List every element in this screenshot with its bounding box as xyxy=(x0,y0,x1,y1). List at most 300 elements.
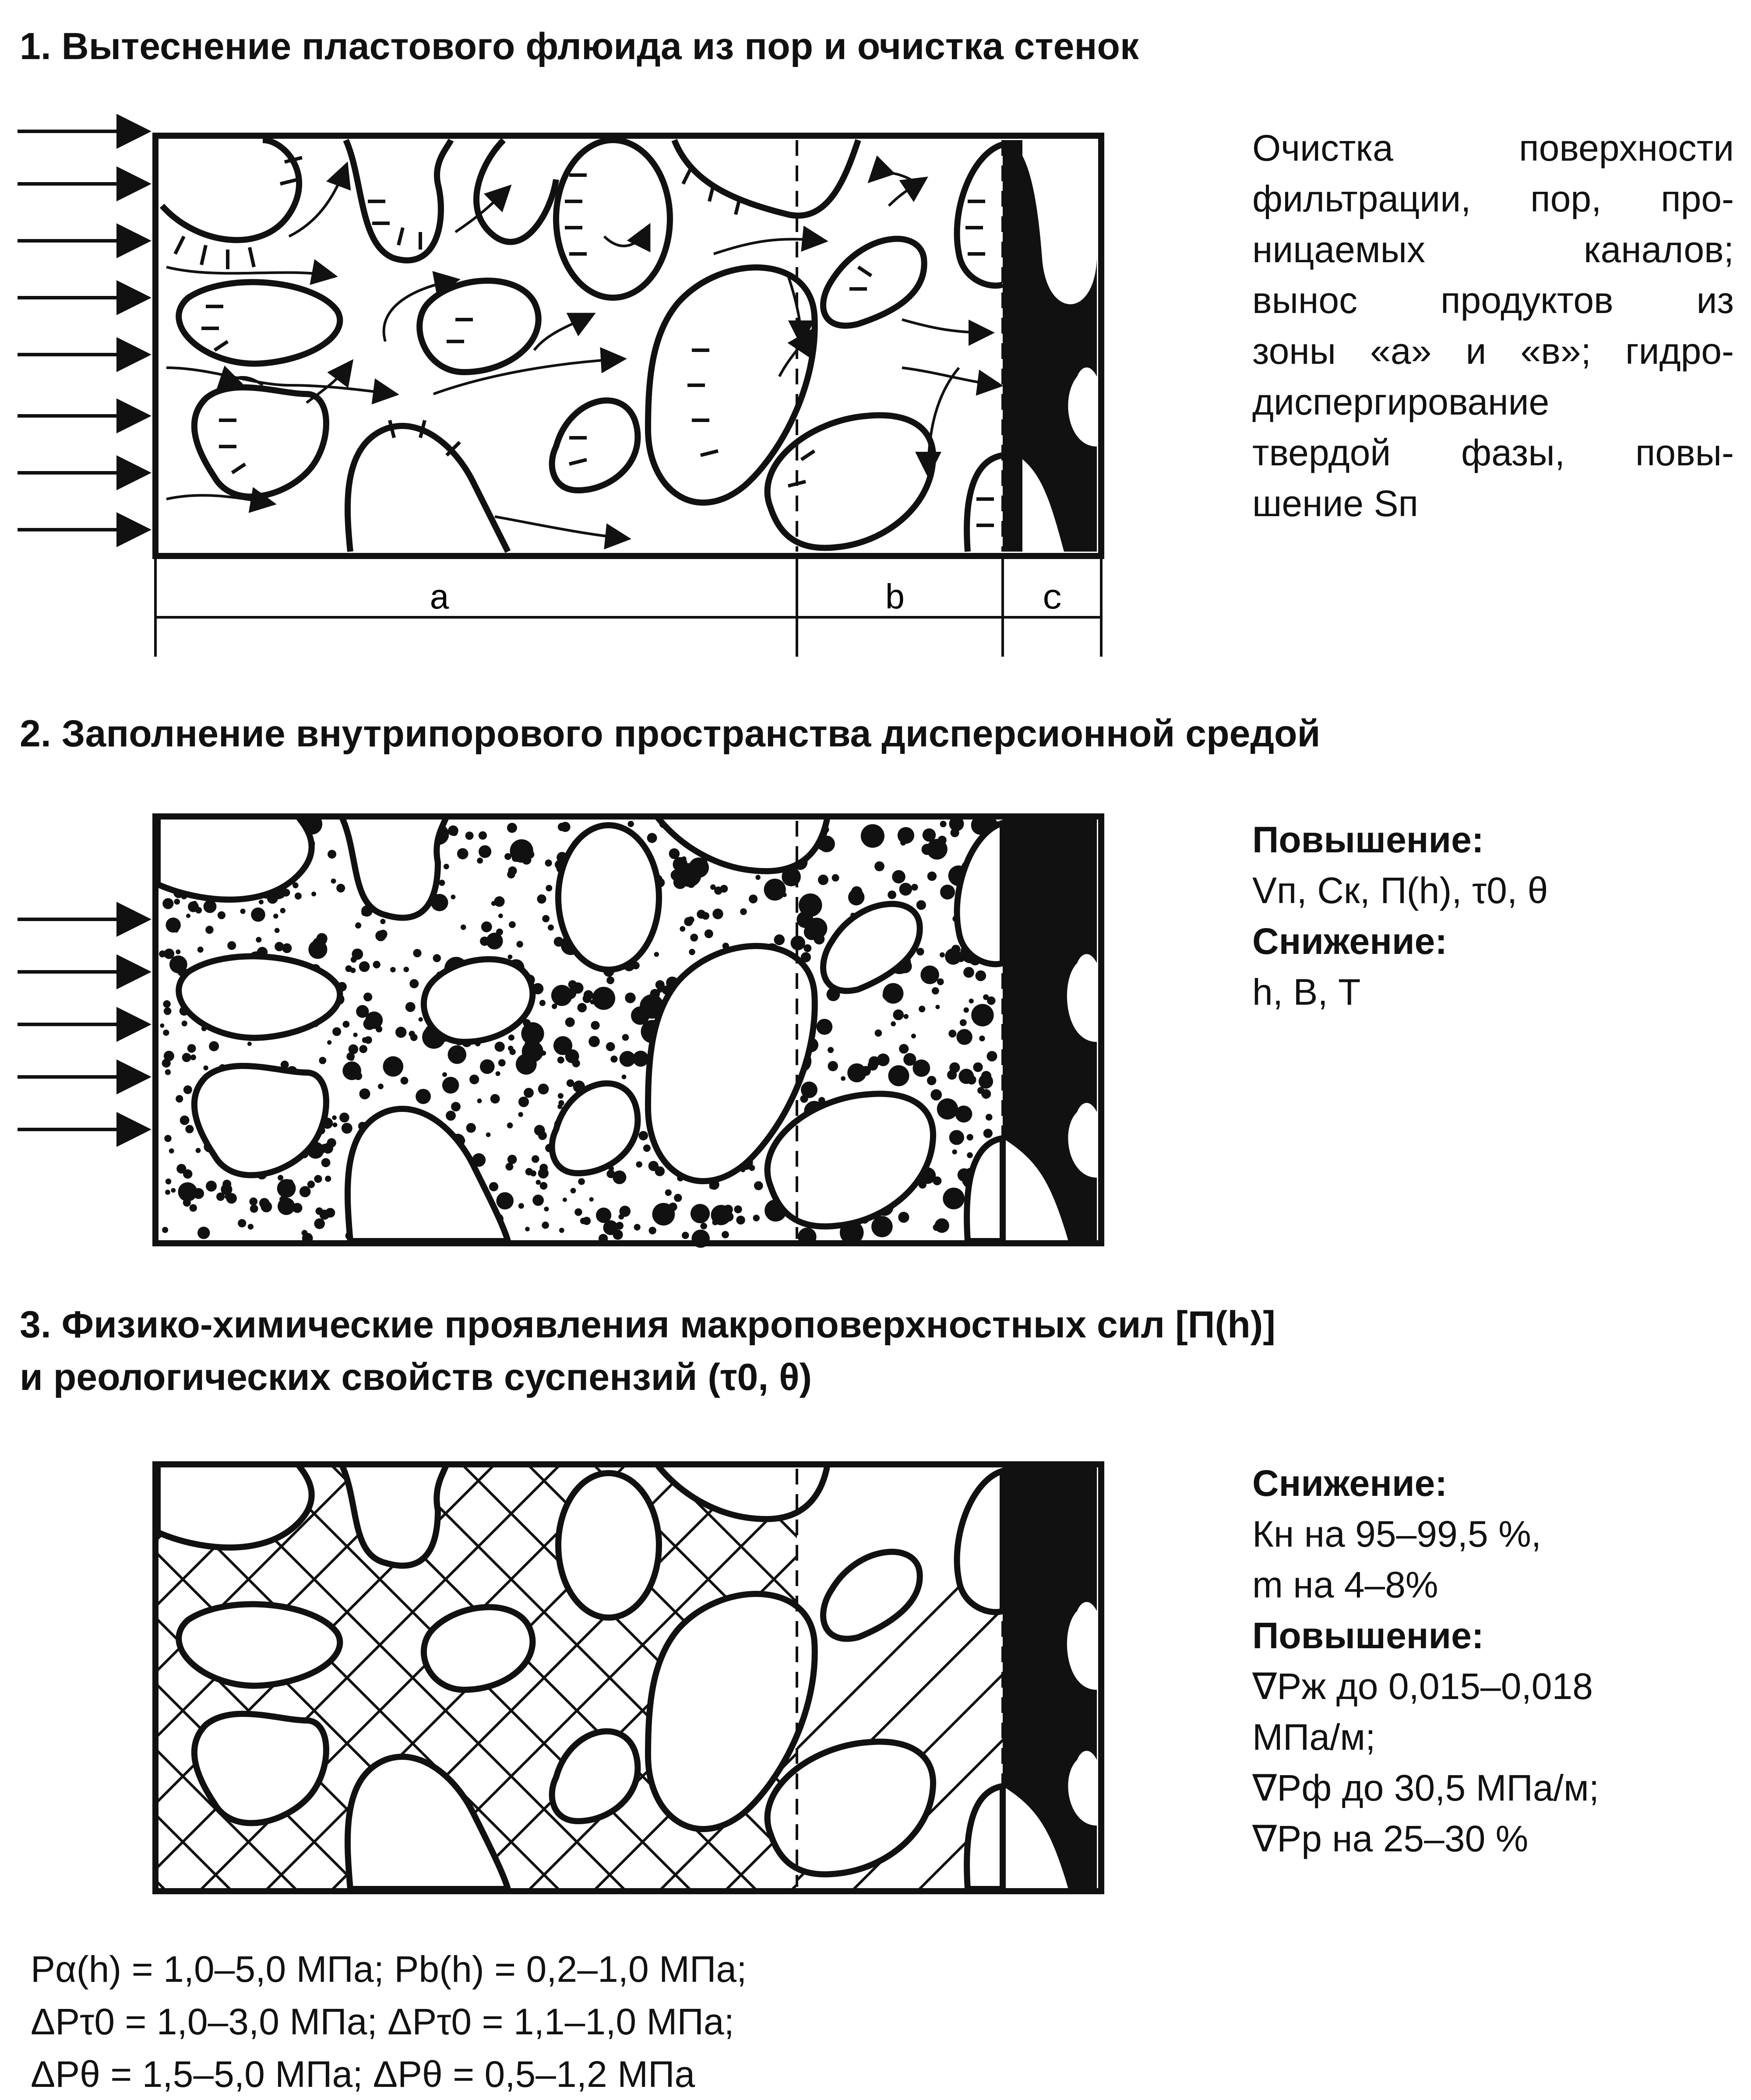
particle xyxy=(164,1135,171,1142)
particle xyxy=(446,1111,456,1121)
particle xyxy=(247,1041,252,1046)
particle xyxy=(722,1231,729,1238)
particle xyxy=(479,845,491,858)
particle xyxy=(871,1216,893,1238)
particle xyxy=(248,1224,254,1230)
particle xyxy=(203,1066,208,1070)
particle xyxy=(537,894,546,904)
particle xyxy=(589,1197,594,1202)
particle xyxy=(578,1178,585,1185)
particle xyxy=(259,900,264,904)
particle xyxy=(940,821,947,827)
wall-hatching xyxy=(175,158,994,525)
particle xyxy=(507,1122,513,1129)
increase-label: Повышение: xyxy=(1252,1615,1484,1656)
particle xyxy=(401,1077,409,1085)
particle xyxy=(697,910,705,918)
particle xyxy=(373,961,380,968)
particle xyxy=(689,949,695,955)
particle xyxy=(380,919,385,924)
decrease-items: h, В, Т xyxy=(1252,971,1361,1013)
particle xyxy=(524,1088,534,1098)
particle xyxy=(701,1223,707,1229)
particle xyxy=(278,1175,283,1181)
particle xyxy=(540,1182,548,1190)
particle xyxy=(874,862,884,872)
particle xyxy=(960,1019,967,1026)
particle xyxy=(419,1017,423,1022)
desc-line: диспергирование xyxy=(1252,381,1550,422)
particle xyxy=(439,880,445,886)
particle xyxy=(299,1186,311,1197)
hatch-line xyxy=(0,1467,164,1889)
particle xyxy=(336,884,345,893)
particle xyxy=(333,1122,338,1127)
particle xyxy=(682,1232,689,1239)
increase-line: ∇Pф до 30,5 МПа/м; xyxy=(1252,1767,1600,1808)
desc-line: вынос продуктов из xyxy=(1252,280,1734,321)
particle xyxy=(376,1026,382,1032)
particle xyxy=(736,1216,745,1224)
particle xyxy=(480,1059,495,1074)
particle xyxy=(919,1006,925,1012)
particle xyxy=(366,1025,370,1030)
particle xyxy=(952,1150,957,1154)
particle xyxy=(935,1005,940,1009)
particle xyxy=(572,982,584,994)
particle xyxy=(588,1036,600,1047)
particle xyxy=(749,894,757,903)
particle xyxy=(518,1097,529,1107)
particle xyxy=(359,1045,367,1053)
particle xyxy=(180,1115,190,1125)
particle xyxy=(616,1222,624,1230)
particle xyxy=(206,1181,217,1192)
particle xyxy=(654,952,659,957)
particle xyxy=(508,955,513,960)
particle xyxy=(364,993,369,998)
particle xyxy=(801,1082,817,1098)
particle xyxy=(332,1027,341,1036)
formula-line: ΔPτ0 = 1,0–3,0 МПа; ΔPτ0 = 1,1–1,0 МПа; xyxy=(31,2001,734,2042)
zone-label-a: a xyxy=(429,580,451,619)
particle xyxy=(832,874,839,882)
section3-title-line2: и реологических свойств суспензий (τ0, θ) xyxy=(20,1356,812,1398)
particle xyxy=(433,954,441,962)
particle xyxy=(342,1062,361,1080)
section3-description xyxy=(1252,1458,1599,1864)
particle xyxy=(165,1190,170,1195)
particle xyxy=(343,1021,350,1028)
particle xyxy=(508,1034,514,1041)
particle xyxy=(631,1006,649,1025)
particle xyxy=(567,1079,574,1087)
particle xyxy=(182,1053,191,1062)
particle xyxy=(851,886,863,897)
particle xyxy=(557,1056,564,1063)
hatch-line xyxy=(0,1467,164,1889)
particle xyxy=(625,992,635,1003)
particle xyxy=(162,1227,168,1233)
particle xyxy=(539,1000,546,1006)
filter-cake xyxy=(1003,819,1097,1241)
particle xyxy=(574,1208,582,1216)
particle xyxy=(559,1228,564,1233)
desc-line: твердой фазы, повы- xyxy=(1252,432,1734,473)
particle xyxy=(622,1034,629,1041)
particle xyxy=(516,941,523,947)
particle xyxy=(164,1007,172,1015)
particle xyxy=(507,870,515,878)
particle xyxy=(225,1194,229,1199)
particle xyxy=(649,1227,656,1234)
particle xyxy=(949,1062,960,1073)
particle xyxy=(165,1069,171,1075)
particle xyxy=(256,937,261,943)
particle xyxy=(680,926,685,932)
particle xyxy=(669,848,680,859)
particle xyxy=(532,1195,544,1206)
particle xyxy=(937,836,946,844)
particle xyxy=(967,1075,976,1084)
particle xyxy=(164,949,174,959)
particle xyxy=(916,900,926,910)
particle xyxy=(899,883,912,896)
particle xyxy=(328,850,336,858)
particle xyxy=(496,1192,514,1210)
particle xyxy=(818,875,828,885)
particle xyxy=(940,885,955,900)
particle xyxy=(185,1125,194,1133)
particle xyxy=(496,1071,500,1076)
particle xyxy=(538,1083,549,1094)
particle xyxy=(250,1205,258,1213)
section2-title: 2. Заполнение внутрипорового пространства дисперсионной средой xyxy=(20,713,1321,755)
panel3-diagram xyxy=(0,1445,1121,1909)
particle xyxy=(634,1224,641,1231)
particle xyxy=(405,1002,416,1012)
particle xyxy=(532,1155,539,1163)
particle xyxy=(888,890,896,899)
particle xyxy=(932,987,939,995)
increase-line: МПа/м; xyxy=(1252,1717,1376,1758)
particle xyxy=(538,1131,547,1140)
particle xyxy=(339,1112,349,1122)
particle xyxy=(176,950,180,954)
section2-description xyxy=(1252,814,1548,1017)
particle xyxy=(493,933,497,938)
particle xyxy=(512,855,519,862)
increase-line: ∇Pж до 0,015–0,018 xyxy=(1252,1666,1593,1707)
particle xyxy=(674,1194,682,1202)
particle xyxy=(665,1189,672,1196)
particle xyxy=(558,1093,564,1099)
particle xyxy=(162,898,173,909)
hatch-line xyxy=(0,1467,99,1889)
particle xyxy=(451,1102,461,1112)
particle xyxy=(782,893,787,897)
particle xyxy=(332,1115,337,1120)
particle xyxy=(187,1044,196,1053)
particle xyxy=(971,1004,994,1026)
particle xyxy=(712,908,723,919)
particle xyxy=(979,1035,985,1041)
particle xyxy=(563,1198,567,1202)
particle xyxy=(183,1085,192,1094)
particle xyxy=(319,936,327,944)
particle xyxy=(490,1094,500,1104)
particle xyxy=(240,909,246,914)
particle xyxy=(861,824,884,848)
particle xyxy=(166,918,181,932)
particle xyxy=(509,921,516,928)
particle xyxy=(542,915,550,922)
particle xyxy=(705,929,713,938)
particle xyxy=(321,1158,331,1167)
particle xyxy=(948,1030,956,1038)
particle xyxy=(364,1036,372,1044)
particle xyxy=(480,936,489,946)
panel1-diagram xyxy=(0,114,1121,683)
particle xyxy=(591,1021,599,1030)
inlet-arrows xyxy=(18,919,144,1129)
particle xyxy=(592,987,615,1010)
particle xyxy=(469,1075,479,1084)
section1-description xyxy=(1252,123,1734,529)
particle xyxy=(677,863,701,887)
particle xyxy=(628,821,634,827)
particle xyxy=(525,1041,532,1048)
particle xyxy=(197,946,204,953)
particle xyxy=(546,885,552,891)
particle xyxy=(448,1045,467,1064)
particle xyxy=(416,1089,431,1104)
particle xyxy=(504,853,511,860)
particle xyxy=(314,1218,325,1229)
particle xyxy=(967,1152,973,1158)
particle xyxy=(578,1003,587,1013)
particle xyxy=(174,899,180,905)
particle xyxy=(390,967,396,973)
particle xyxy=(498,914,503,918)
particle xyxy=(307,1181,315,1188)
particle xyxy=(753,1215,760,1221)
particle xyxy=(571,1188,576,1193)
particle xyxy=(280,908,285,913)
particle xyxy=(764,879,786,901)
particle xyxy=(174,928,178,932)
particle xyxy=(169,1148,174,1154)
particle xyxy=(648,1161,659,1171)
section3-title-line1: 3. Физико-химические проявления макроповерхностных сил [П(h)] xyxy=(20,1304,1276,1346)
particle xyxy=(572,1059,580,1067)
particle xyxy=(250,1197,258,1206)
particle xyxy=(277,1179,296,1198)
particle xyxy=(282,943,292,953)
particle xyxy=(209,1041,219,1051)
particle xyxy=(346,1052,355,1061)
hatch-line xyxy=(0,1467,99,1889)
particle xyxy=(545,859,552,866)
particle xyxy=(413,949,421,957)
particle xyxy=(279,1196,285,1203)
particle xyxy=(522,855,532,865)
particle xyxy=(331,879,336,884)
particle xyxy=(638,1131,648,1140)
zone-label-b: b xyxy=(884,580,906,619)
particle xyxy=(548,925,554,931)
particle xyxy=(481,922,492,932)
particle xyxy=(188,901,199,912)
particle xyxy=(558,823,566,831)
particle xyxy=(898,1212,909,1223)
particle xyxy=(378,1083,384,1089)
particle xyxy=(657,988,662,993)
particle xyxy=(647,833,657,843)
particle xyxy=(949,1130,964,1145)
particle xyxy=(711,1205,731,1225)
particle xyxy=(451,895,456,900)
particle xyxy=(754,1181,763,1190)
particle xyxy=(409,979,419,988)
increase-items: Vп, Ск, П(h), τ0, θ xyxy=(1252,870,1548,911)
particle xyxy=(841,1076,846,1081)
particle xyxy=(603,1220,618,1235)
particle xyxy=(507,823,517,833)
particle xyxy=(983,1129,993,1138)
particle xyxy=(218,911,225,919)
particle xyxy=(883,983,903,1004)
particle xyxy=(273,914,278,918)
particle xyxy=(355,922,361,929)
desc-line: фильтрации, пор, про- xyxy=(1252,178,1734,219)
particle xyxy=(619,1214,624,1220)
particle xyxy=(606,1042,615,1051)
particle xyxy=(327,1040,331,1045)
grains xyxy=(158,816,1003,1241)
particle xyxy=(951,828,959,837)
particle xyxy=(311,892,316,897)
particle xyxy=(489,1182,498,1191)
particle xyxy=(687,916,694,923)
particle xyxy=(186,914,190,918)
particle xyxy=(888,1065,909,1086)
particle xyxy=(964,1007,969,1013)
filter-cake xyxy=(1003,1467,1097,1889)
particle xyxy=(937,1098,958,1119)
particle xyxy=(525,1227,530,1231)
particle xyxy=(183,1169,192,1178)
particle xyxy=(981,1071,991,1081)
particle xyxy=(940,952,945,957)
particle xyxy=(622,1075,627,1080)
particle xyxy=(442,1072,447,1077)
particle xyxy=(444,864,449,869)
particle xyxy=(898,827,914,844)
particle xyxy=(477,1098,482,1103)
inlet-arrows xyxy=(18,131,144,530)
particle xyxy=(451,829,458,836)
particle xyxy=(163,1030,169,1036)
particle xyxy=(714,886,722,895)
particle xyxy=(817,1019,833,1035)
particle xyxy=(320,1210,330,1220)
particle xyxy=(828,1047,834,1053)
particle xyxy=(610,1055,617,1062)
particle xyxy=(935,1218,949,1233)
particle xyxy=(893,1010,904,1020)
particle xyxy=(973,1062,983,1072)
particle xyxy=(342,1123,352,1134)
particle xyxy=(875,1030,882,1037)
particle xyxy=(163,1000,170,1008)
section1-title: 1. Вытеснение пластового флюида из пор и очистка стенок xyxy=(20,25,1139,67)
particle xyxy=(869,1056,880,1068)
particle xyxy=(395,1027,406,1038)
particle xyxy=(927,872,937,881)
particle xyxy=(486,1133,491,1137)
particle xyxy=(691,1204,710,1223)
increase-line: ∇Pр на 25–30 % xyxy=(1252,1818,1529,1859)
particle xyxy=(553,1036,572,1055)
particle xyxy=(740,908,747,915)
particle xyxy=(164,1051,174,1061)
formula-line: Pα(h) = 1,0–5,0 МПа; Pb(h) = 0,2–1,0 МПа; xyxy=(31,1949,747,1990)
particle xyxy=(927,1076,936,1085)
particle xyxy=(182,1020,187,1026)
particle xyxy=(205,926,214,934)
particle xyxy=(983,994,989,1000)
particle xyxy=(916,948,924,956)
particle xyxy=(755,875,761,880)
particle xyxy=(945,948,962,965)
particle xyxy=(633,1051,649,1067)
particle xyxy=(457,848,469,859)
particle xyxy=(466,1123,476,1133)
desc-line: ницаемых каналов; xyxy=(1252,229,1734,270)
particle xyxy=(552,1004,557,1009)
particle xyxy=(196,1148,201,1153)
particle xyxy=(904,1014,909,1019)
particle xyxy=(796,911,813,928)
formula-line: ΔPθ = 1,5–5,0 МПа; ΔPθ = 0,5–1,2 МПа xyxy=(31,2054,695,2095)
particle xyxy=(176,1095,183,1102)
particle xyxy=(356,1005,369,1018)
particle xyxy=(227,941,236,950)
particle xyxy=(554,937,564,947)
particle xyxy=(351,957,357,963)
particle xyxy=(987,1051,997,1062)
particle xyxy=(190,1204,197,1212)
particle xyxy=(216,1192,225,1201)
particle xyxy=(325,1176,331,1182)
particle xyxy=(383,1056,404,1077)
particle xyxy=(518,1112,523,1117)
particle xyxy=(709,1184,715,1189)
particle xyxy=(542,1221,549,1229)
particle xyxy=(557,1104,562,1109)
particle xyxy=(190,1055,196,1060)
particle xyxy=(891,1021,896,1027)
particle xyxy=(892,870,905,884)
particle xyxy=(350,967,356,973)
particle xyxy=(359,1088,370,1099)
particle xyxy=(956,1029,972,1045)
particle xyxy=(238,1219,246,1228)
decrease-label: Снижение: xyxy=(1252,1463,1448,1504)
particle xyxy=(516,1054,537,1075)
particle xyxy=(259,1198,270,1209)
